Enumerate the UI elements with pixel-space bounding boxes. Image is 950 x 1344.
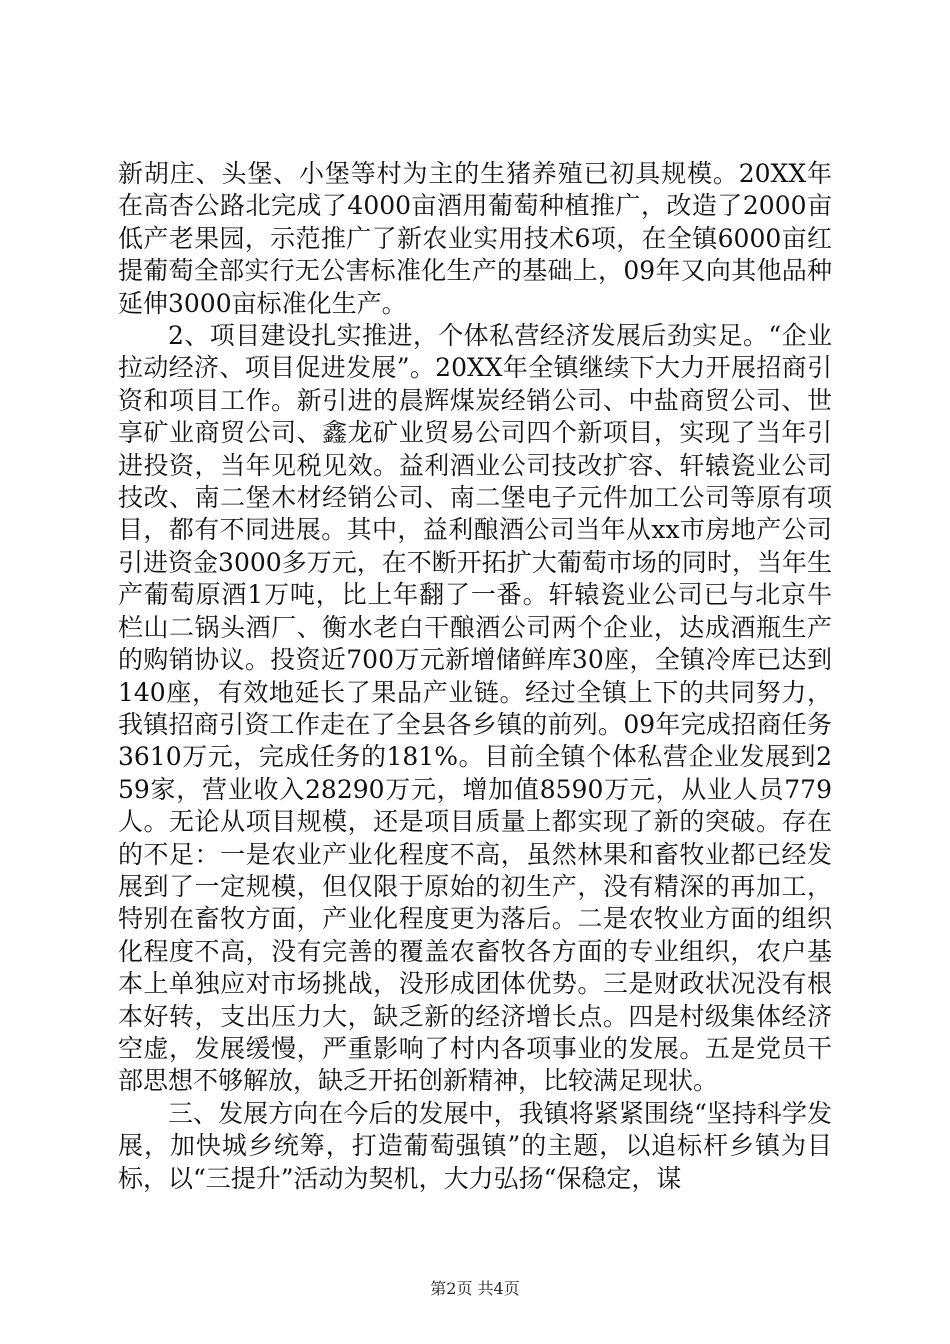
page-number-footer: 第2页 共4页	[430, 1279, 520, 1298]
paragraph-project-construction: 2、项目建设扎实推进，个体私营经济发展后劲实足。“企业拉动经济、项目促进发展”。20XX年全镇继续下大力开展招商引资和项目工作。新引进的晨辉煤炭经销公司、中盐商贸公司、世享矿业商贸公司、鑫龙矿业贸易公司四个新项目，实现了当年引进投资，当年见税见效。益利酒业公司技改扩容、轩辕瓷业公司技改、南二堡木材经销公司、南二堡电子元件加工公司等原有项目，都有不同进展。其中，益利酿酒公司当年从xx市房地产公司引进资金3000多万元，在不断开拓扩大葡萄市场的同时，当年生产葡萄原酒1万吨，比上年翻了一番。轩辕瓷业公司已与北京牛栏山二锅头酒厂、衡水老白干酿酒公司两个企业，达成酒瓶生产的购销协议。投资近700万元新增储鲜库30座，全镇冷库已达到140座，有效地延长了果品产业链。经过全镇上下的共同努力，我镇招商引资工作走在了全县各乡镇的前列。09年完成招商任务3610万元，完成任务的181%。目前全镇个体私营企业发展到259家，营业收入28290万元，增加值8590万元，从业人员779人。无论从项目规模，还是项目质量上都实现了新的突破。存在的不足：一是农业产业化程度不高，虽然林果和畜牧业都已经发展到了一定规模，但仅限于原始的初生产，没有精深的再加工，特别在畜牧方面，产业化程度更为落后。二是农牧业方面的组织化程度不高，没有完善的覆盖农畜牧各方面的专业组织，农户基本上单独应对市场挑战，没形成团体优势。三是财政状况没有根本好转，支出压力大，缺乏新的经济增长点。四是村级集体经济空虚，发展缓慢，严重影响了村内各项事业的发展。五是党员干部思想不够解放，缺乏开拓创新精神，比较满足现状。	[118, 321, 832, 1096]
paragraph-development-direction: 三、发展方向在今后的发展中，我镇将紧紧围绕“坚持科学发展，加快城乡统筹，打造葡萄强镇”的主题，以追标杆乡镇为目标，以“三提升”活动为契机，大力弘扬“保稳定，谋	[118, 1098, 832, 1193]
paragraph-continuation: 新胡庄、头堡、小堡等村为主的生猪养殖已初具规模。20XX年在高杏公路北完成了4000亩酒用葡萄种植推广，改造了2000亩低产老果园，示范推广了新农业实用技术6项，在全镇6000亩红提葡萄全部实行无公害标准化生产的基础上，09年又向其他品种延伸3000亩标准化生产。	[118, 159, 832, 318]
document-body	[118, 158, 832, 1195]
